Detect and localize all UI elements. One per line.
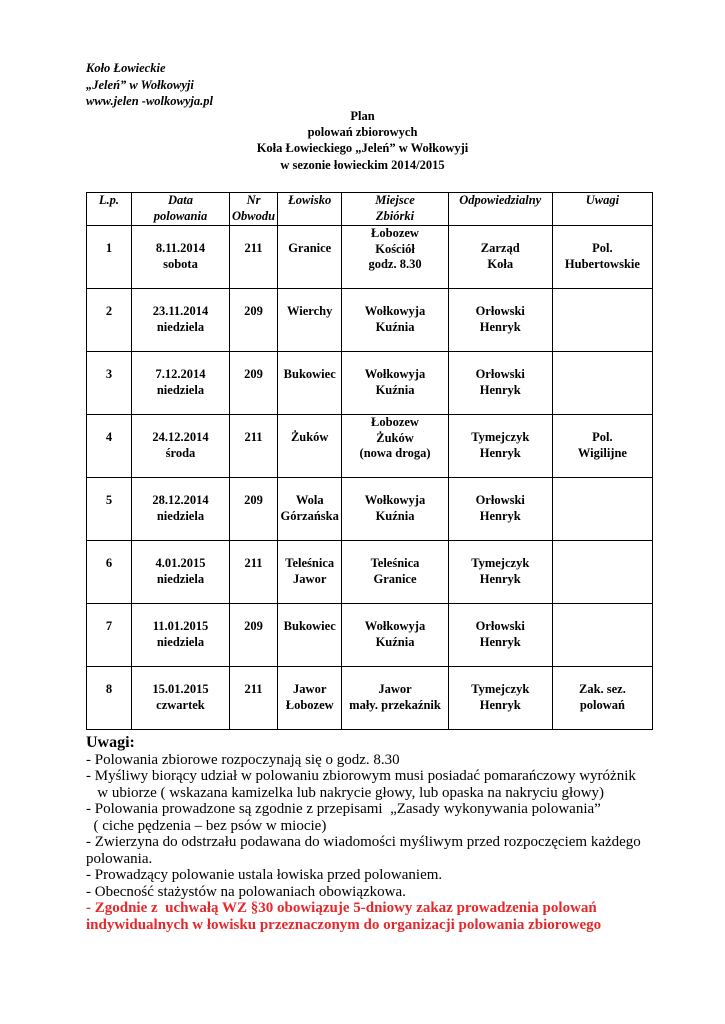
hunt-date-cell: [131, 478, 229, 541]
cell-line: Wołkowyja: [364, 493, 426, 507]
cell-content: [230, 226, 277, 257]
cell-line: 209: [244, 367, 263, 381]
cell-content: [278, 604, 341, 635]
cell-content: [449, 478, 552, 524]
district-number-cell: [230, 604, 278, 667]
cell-content: [132, 604, 229, 650]
hunt-schedule-table: [86, 192, 653, 730]
note-item: - Prowadzący polowanie ustala łowiska przed polowaniem.: [86, 867, 443, 883]
cell-content: [230, 289, 277, 320]
cell-line: Wola: [295, 493, 324, 507]
cell-line: Henryk: [479, 382, 521, 397]
responsible-person-cell: [448, 352, 552, 415]
cell-content: [87, 352, 131, 383]
meeting-place-cell: [342, 667, 448, 730]
cell-content: [132, 667, 229, 713]
hunt-date-cell: [131, 226, 229, 289]
note-item: - Polowania prowadzone są zgodnie z przepisami „Zasady wykonywania polowania”: [86, 801, 601, 817]
district-number-cell: [230, 541, 278, 604]
row-number-cell: [87, 541, 132, 604]
table-row: [87, 289, 653, 352]
cell-line: niedziela: [156, 382, 205, 397]
cell-line: Górzańska: [280, 508, 339, 523]
table-row: [87, 478, 653, 541]
cell-content: [342, 415, 447, 462]
cell-line: Bukowiec: [283, 367, 336, 381]
cell-line: Wigilijne: [577, 445, 627, 460]
responsible-person-cell: [448, 604, 552, 667]
header-district: [230, 193, 278, 226]
district-number-cell: [230, 478, 278, 541]
document-title: [0, 108, 725, 173]
cell-line: sobota: [163, 256, 198, 271]
cell-line: Henryk: [479, 445, 521, 460]
hunting-ground-cell: [278, 478, 342, 541]
cell-content: [342, 226, 447, 273]
responsible-person-cell: [448, 289, 552, 352]
cell-line: środa: [165, 445, 196, 460]
cell-content: [87, 226, 131, 257]
title-line-1: Plan: [350, 109, 375, 123]
responsible-person-cell: [448, 667, 552, 730]
table-row: [87, 541, 653, 604]
cell-line: 8: [105, 682, 113, 696]
cell-line: Bukowiec: [283, 619, 336, 633]
cell-line: Wołkowyja: [364, 619, 426, 633]
hunt-date-cell: [131, 667, 229, 730]
cell-line: L.p.: [98, 193, 120, 207]
responsible-person-cell: [448, 541, 552, 604]
cell-line: 211: [244, 682, 263, 696]
cell-content: [230, 415, 277, 446]
note-item: polowania.: [86, 850, 153, 867]
cell-content: [342, 478, 447, 524]
responsible-person-cell: [448, 226, 552, 289]
row-number-cell: [87, 478, 132, 541]
cell-line: Granice: [288, 241, 332, 255]
cell-line: 6: [105, 556, 113, 570]
cell-content: [553, 352, 652, 367]
responsible-person-cell: [448, 415, 552, 478]
table-row: [87, 226, 653, 289]
cell-content: [87, 415, 131, 446]
cell-content: [132, 478, 229, 524]
cell-line: Wołkowyja: [364, 304, 426, 318]
header-meeting-place: [342, 193, 448, 226]
cell-content: [342, 352, 447, 398]
cell-line: Tymejczyk: [471, 430, 530, 444]
cell-line: 209: [244, 619, 263, 633]
notes-list: [86, 752, 696, 901]
cell-content: [342, 289, 447, 335]
cell-line: Koła: [487, 256, 514, 271]
note-item: - Obecność stażystów na polowaniach obowiązkowa.: [86, 883, 406, 900]
cell-content: [342, 667, 447, 713]
club-subname: „Jeleń” w Wołkowyji: [86, 77, 194, 92]
cell-line: Żuków: [376, 430, 414, 445]
cell-line: Obwodu: [231, 208, 276, 223]
cell-line: polowań: [579, 697, 625, 712]
cell-content: [132, 352, 229, 398]
remarks-cell: [552, 478, 652, 541]
cell-content: [553, 226, 652, 272]
remarks-cell: [552, 352, 652, 415]
cell-content: [132, 415, 229, 461]
cell-line: niedziela: [156, 319, 205, 334]
table-header-row: [87, 193, 653, 226]
cell-line: Henryk: [479, 634, 521, 649]
meeting-place-cell: [342, 604, 448, 667]
cell-line: Henryk: [479, 697, 521, 712]
cell-line: Zak. sez.: [578, 682, 626, 696]
cell-line: 8.11.2014: [155, 241, 206, 255]
cell-line: Kuźnia: [375, 382, 415, 397]
row-number-cell: [87, 667, 132, 730]
title-line-2: polowań zbiorowych: [307, 125, 418, 140]
cell-content: [230, 478, 277, 509]
cell-content: [342, 604, 447, 650]
meeting-place-cell: [342, 352, 448, 415]
row-number-cell: [87, 289, 132, 352]
header-date: [131, 193, 229, 226]
hunt-date-cell: [131, 352, 229, 415]
table-row: [87, 667, 653, 730]
cell-content: [230, 352, 277, 383]
cell-line: Kuźnia: [375, 508, 415, 523]
cell-line: Miejsce: [375, 193, 415, 207]
cell-line: Jawor: [293, 682, 327, 696]
cell-line: mały. przekaźnik: [349, 697, 441, 712]
district-number-cell: [230, 415, 278, 478]
cell-content: [278, 667, 341, 713]
cell-content: [553, 415, 652, 461]
remarks-cell: [552, 604, 652, 667]
table-row: [87, 604, 653, 667]
cell-content: [553, 667, 652, 713]
cell-content: [278, 415, 341, 446]
district-number-cell: [230, 226, 278, 289]
cell-content: [449, 352, 552, 398]
cell-content: [132, 226, 229, 272]
cell-line: 7.12.2014: [155, 367, 206, 381]
meeting-place-cell: [342, 541, 448, 604]
hunting-ground-cell: [278, 541, 342, 604]
row-number-cell: [87, 415, 132, 478]
meeting-place-cell: [342, 415, 448, 478]
cell-content: [449, 667, 552, 713]
cell-line: czwartek: [156, 697, 205, 712]
cell-line: 211: [244, 241, 263, 255]
cell-line: godz. 8.30: [368, 257, 422, 271]
cell-content: [553, 289, 652, 304]
cell-content: [278, 352, 341, 383]
cell-line: Orłowski: [475, 619, 525, 633]
cell-line: Jawor: [378, 682, 412, 696]
cell-content: [278, 289, 341, 320]
cell-line: Nr: [246, 193, 261, 207]
cell-line: Tymejczyk: [471, 682, 530, 696]
cell-line: Uwagi: [585, 193, 620, 207]
title-line-3: Koła Łowieckiego „Jeleń” w Wołkowyji: [256, 141, 469, 156]
cell-line: Wierchy: [287, 304, 333, 318]
hunt-date-cell: [131, 289, 229, 352]
note-item: - Zwierzyna do odstrzału podawana do wiadomości myśliwym przed rozpoczęciem każdego: [86, 834, 641, 850]
cell-content: [278, 478, 341, 524]
header-remarks: [552, 193, 652, 226]
cell-line: Odpowiedzialny: [459, 193, 542, 207]
cell-line: 15.01.2015: [152, 682, 209, 696]
row-number-cell: [87, 226, 132, 289]
cell-content: [87, 541, 131, 572]
cell-line: Orłowski: [475, 493, 525, 507]
cell-line: Hubertowskie: [564, 256, 640, 271]
note-item: ( ciche pędzenia – bez psów w miocie): [86, 817, 327, 834]
notes-section: [86, 735, 696, 933]
cell-line: 5: [105, 493, 113, 507]
cell-content: [87, 604, 131, 635]
cell-line: Pol.: [592, 430, 613, 444]
header-responsible: [448, 193, 552, 226]
meeting-place-cell: [342, 289, 448, 352]
row-number-cell: [87, 604, 132, 667]
cell-content: [553, 478, 652, 493]
remarks-cell: [552, 667, 652, 730]
cell-line: Kuźnia: [375, 634, 415, 649]
hunting-ground-cell: [278, 604, 342, 667]
remarks-cell: [552, 415, 652, 478]
cell-line: Henryk: [479, 508, 521, 523]
cell-line: Orłowski: [475, 304, 525, 318]
cell-content: [342, 541, 447, 587]
cell-line: Henryk: [479, 319, 521, 334]
cell-line: 4.01.2015: [155, 556, 206, 570]
cell-line: niedziela: [156, 634, 205, 649]
cell-content: [230, 667, 277, 698]
warning-line: - Zgodnie z uchwałą WZ §30 obowiązuje 5-dniowy zakaz prowadzenia polowań: [86, 900, 597, 916]
club-header: [86, 60, 213, 110]
cell-content: [553, 541, 652, 556]
hunting-ground-cell: [278, 289, 342, 352]
cell-line: Kościół: [375, 241, 415, 256]
cell-line: Łowisko: [288, 193, 332, 207]
club-website: www.jelen -wolkowyja.pl: [86, 94, 213, 108]
responsible-person-cell: [448, 478, 552, 541]
cell-line: Zbiórki: [375, 208, 415, 223]
cell-line: 2: [105, 304, 113, 318]
hunting-ground-cell: [278, 352, 342, 415]
remarks-cell: [552, 289, 652, 352]
club-name: Koło Łowieckie: [86, 61, 166, 75]
hunting-ground-cell: [278, 226, 342, 289]
cell-line: 23.11.2014: [152, 304, 209, 318]
district-number-cell: [230, 289, 278, 352]
cell-line: niedziela: [156, 571, 205, 586]
cell-line: 211: [244, 430, 263, 444]
table-row: [87, 415, 653, 478]
cell-line: Teleśnica: [370, 556, 420, 570]
cell-line: polowania: [153, 208, 208, 223]
cell-content: [278, 226, 341, 257]
notes-warning: [86, 900, 696, 933]
cell-line: Łobozew: [371, 415, 419, 429]
cell-line: Kuźnia: [375, 319, 415, 334]
table-row: [87, 352, 653, 415]
row-number-cell: [87, 352, 132, 415]
hunting-ground-cell: [278, 667, 342, 730]
cell-line: 209: [244, 493, 263, 507]
cell-content: [87, 478, 131, 509]
hunt-date-cell: [131, 604, 229, 667]
cell-line: 28.12.2014: [152, 493, 209, 507]
cell-line: 209: [244, 304, 263, 318]
cell-line: 211: [244, 556, 263, 570]
cell-line: Zarząd: [480, 241, 520, 255]
cell-line: Wołkowyja: [364, 367, 426, 381]
cell-line: 1: [105, 241, 113, 255]
cell-line: (nowa droga): [359, 446, 431, 460]
cell-content: [449, 289, 552, 335]
remarks-cell: [552, 226, 652, 289]
header-lp: [87, 193, 132, 226]
cell-line: 7: [105, 619, 113, 633]
cell-content: [449, 541, 552, 587]
cell-line: Łobozew: [285, 697, 334, 712]
cell-content: [553, 604, 652, 619]
cell-line: Henryk: [479, 571, 521, 586]
cell-content: [449, 604, 552, 650]
hunting-ground-cell: [278, 415, 342, 478]
cell-line: 11.01.2015: [152, 619, 209, 633]
header-hunting-ground: [278, 193, 342, 226]
cell-line: Data: [167, 193, 193, 207]
cell-content: [87, 667, 131, 698]
note-item: w ubiorze ( wskazana kamizelka lub nakrycie głowy, lub opaska na nakryciu głowy): [86, 784, 605, 801]
notes-heading: Uwagi:: [86, 734, 135, 751]
note-item: - Myśliwy biorący udział w polowaniu zbiorowym musi posiadać pomarańczowy wyróżnik: [86, 768, 636, 784]
cell-line: Pol.: [592, 241, 613, 255]
cell-line: 4: [105, 430, 113, 444]
district-number-cell: [230, 667, 278, 730]
cell-content: [278, 541, 341, 587]
cell-line: Żuków: [290, 430, 329, 444]
district-number-cell: [230, 352, 278, 415]
cell-content: [449, 415, 552, 461]
hunt-date-cell: [131, 415, 229, 478]
cell-line: Teleśnica: [285, 556, 335, 570]
cell-line: niedziela: [156, 508, 205, 523]
remarks-cell: [552, 541, 652, 604]
warning-line: indywidualnych w łowisku przeznaczonym do organizacji polowania zbiorowego: [86, 916, 602, 933]
cell-line: 3: [105, 367, 113, 381]
note-item: - Polowania zbiorowe rozpoczynają się o godz. 8.30: [86, 751, 400, 768]
cell-line: Orłowski: [475, 367, 525, 381]
cell-line: Jawor: [293, 571, 327, 586]
cell-content: [132, 541, 229, 587]
meeting-place-cell: [342, 226, 448, 289]
cell-content: [230, 541, 277, 572]
cell-line: 24.12.2014: [152, 430, 209, 444]
cell-content: [132, 289, 229, 335]
meeting-place-cell: [342, 478, 448, 541]
hunt-date-cell: [131, 541, 229, 604]
cell-line: Granice: [373, 571, 417, 586]
cell-line: Tymejczyk: [471, 556, 530, 570]
cell-content: [449, 226, 552, 272]
title-line-4: w sezonie łowieckim 2014/2015: [280, 157, 445, 172]
cell-content: [230, 604, 277, 635]
cell-line: Łobozew: [371, 226, 419, 240]
cell-content: [87, 289, 131, 320]
